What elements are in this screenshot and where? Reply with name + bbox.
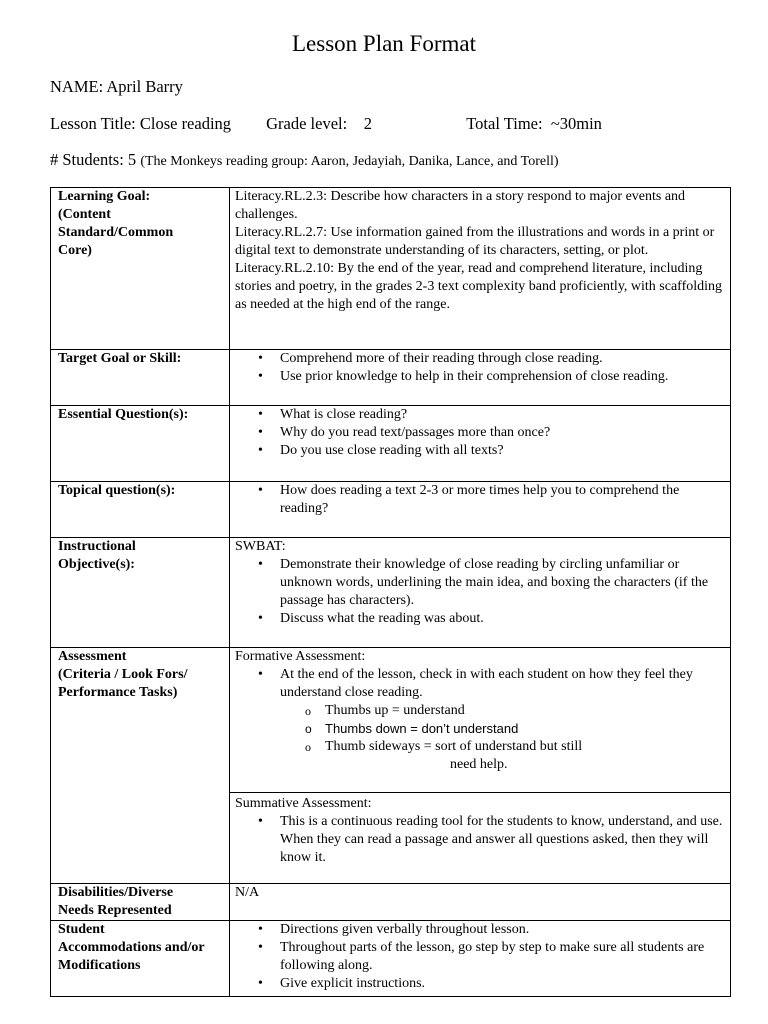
list-item: • How does reading a text 2-3 or more times help you to comprehend the reading?: [280, 482, 725, 518]
total-time: Total Time: ~30min: [466, 114, 602, 133]
formative-text: At the end of the lesson, check in with each student on how they feel they understand close reading.: [280, 667, 693, 700]
row-label: [51, 188, 230, 350]
label-line: Learning Goal:: [58, 189, 151, 204]
standard-text: Literacy.RL.2.10: By the end of the year, read and comprehend literature, including stories and poetry, in the grades 2-3 text complexity band proficiently, with scaffolding as needed at the high end of the range.: [235, 261, 723, 312]
table-row: [51, 538, 731, 648]
table-row: [51, 350, 731, 406]
list-item: • This is a continuous reading tool for the students to know, understand, and use. When they can read a passage and answer all questions asked, then they will know it.: [280, 813, 725, 867]
students-detail: (The Monkeys reading group: Aaron, Jedayiah, Danika, Lance, and Torell): [140, 154, 559, 169]
row-label: [51, 884, 230, 921]
lesson-plan-table: [50, 187, 731, 997]
page-title: Lesson Plan Format: [292, 31, 476, 56]
label-line: Objective(s):: [58, 557, 135, 572]
row-content: [230, 921, 731, 997]
row-content: [230, 538, 731, 648]
list-item: • Use prior knowledge to help in their comprehension of close reading.: [280, 368, 725, 386]
row-label: [51, 538, 230, 648]
row-label: Essential Question(s):: [51, 406, 230, 482]
sub-list-continuation: need help.: [450, 757, 508, 772]
list-item: • Demonstrate their knowledge of close reading by circling unfamiliar or unknown words, underlining the main idea, and boxing the characters (if the passage has characters).: [280, 556, 725, 610]
table-row: [51, 648, 731, 793]
list-item: • Directions given verbally throughout lesson.: [280, 921, 725, 939]
sub-list-item: o Thumb sideways = sort of understand but still: [325, 738, 725, 756]
row-label: [51, 648, 230, 884]
table-row: [51, 921, 731, 997]
lesson-info-line: [50, 114, 602, 134]
table-row: [51, 188, 731, 350]
list-item: • What is close reading?: [280, 406, 725, 424]
label-line: Standard/Common: [58, 225, 174, 240]
row-label: [51, 921, 230, 997]
row-content: [230, 482, 731, 538]
standard-text: Literacy.RL.2.3: Describe how characters in a story respond to major events and challenges.: [235, 189, 686, 222]
standard-text: Literacy.RL.2.7: Use information gained from the illustrations and words in a print or digital text to demonstrate understanding of its characters, setting, or plot.: [235, 225, 715, 258]
summative-heading: Summative Assessment:: [235, 796, 372, 811]
label-line: Core): [58, 243, 92, 258]
formative-assessment-cell: [230, 648, 731, 793]
list-item: • Discuss what the reading was about.: [280, 610, 725, 628]
sub-list-item: o Thumbs up = understand: [325, 702, 725, 720]
label-line: (Content: [58, 207, 111, 222]
list-item: [280, 666, 725, 774]
row-content: [230, 350, 731, 406]
list-item: • Do you use close reading with all texts?: [280, 442, 725, 460]
row-content: [230, 406, 731, 482]
summative-assessment-cell: [230, 793, 731, 884]
row-content: [230, 188, 731, 350]
label-line: Instructional: [58, 539, 136, 554]
swbat-label: SWBAT:: [235, 539, 286, 554]
label-line: Modifications: [58, 958, 141, 973]
list-item: • Give explicit instructions.: [280, 975, 725, 993]
row-content: N/A: [230, 884, 731, 921]
formative-heading: Formative Assessment:: [235, 649, 366, 664]
teacher-name: NAME: April Barry: [50, 77, 183, 96]
label-line: Performance Tasks): [58, 685, 178, 700]
label-line: (Criteria / Look Fors/: [58, 667, 188, 682]
label-line: Student: [58, 922, 105, 937]
list-item: • Throughout parts of the lesson, go step by step to make sure all students are following along.: [280, 939, 725, 975]
students-count: # Students: 5: [50, 150, 137, 169]
table-row: [51, 406, 731, 482]
lesson-title: Lesson Title: Close reading: [50, 114, 232, 133]
sub-list-item: o Thumbs down = don’t understand: [325, 720, 725, 738]
row-label: Target Goal or Skill:: [51, 350, 230, 406]
students-line: [50, 150, 559, 170]
table-row: [51, 884, 731, 921]
label-line: Disabilities/Diverse: [58, 885, 174, 900]
table-row: [51, 482, 731, 538]
label-line: Assessment: [58, 649, 127, 664]
label-line: Accommodations and/or: [58, 940, 205, 955]
row-label: Topical question(s):: [51, 482, 230, 538]
list-item: • Comprehend more of their reading through close reading.: [280, 350, 725, 368]
label-line: Needs Represented: [58, 903, 172, 918]
grade-level: Grade level: 2: [266, 114, 372, 133]
list-item: • Why do you read text/passages more than once?: [280, 424, 725, 442]
